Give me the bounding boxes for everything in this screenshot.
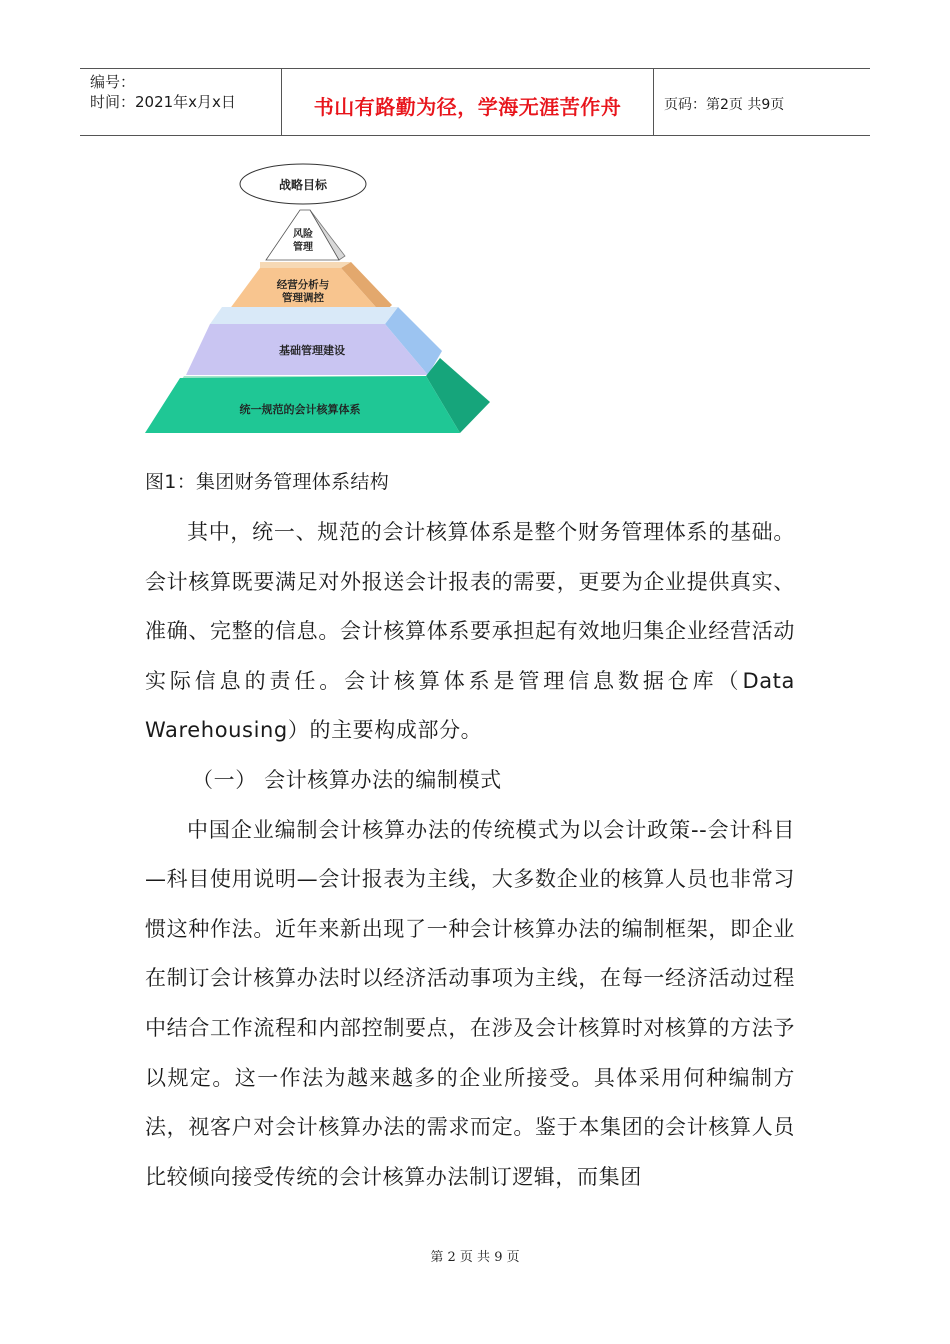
level3-label: 基础管理建设 — [279, 344, 345, 357]
paragraph-2: 中国企业编制会计核算办法的传统模式为以会计政策--会计科目—科目使用说明—会计报表为主线，大多数企业的核算人员也非常习惯这种作法。近年来新出现了一种会计核算办法的编制框架，即企业在制订会计核算办法时以经济活动事项为主线，在每一经济活动过程中结合工作流程和内部控制要点，在涉及会计核算时对核算的方法予以规定。这一作法为越来越多的企业所接受。具体采用何种编制方法，视客户对会计核算办法的需求而定。鉴于本集团的会计核算人员比较倾向接受传统的会计核算办法制订逻辑，而集团 — [145, 817, 795, 1189]
page-footer: 第 2 页 共 9 页 — [430, 1250, 520, 1265]
header-motto-cell — [282, 69, 654, 135]
page-header — [80, 68, 870, 136]
level4-label: 统一规范的会计核算体系 — [239, 403, 361, 416]
page-info: 页码：第2页 共9页 — [664, 97, 785, 113]
level1-label-line2: 管理 — [293, 242, 313, 253]
level1-label-line1: 风险 — [293, 229, 313, 240]
level2-label-line1: 经营分析与 — [276, 279, 330, 291]
level2-label-line2: 管理调控 — [282, 292, 324, 304]
level3-top — [210, 307, 398, 324]
section-heading: （一） 会计核算办法的编制模式 — [192, 767, 502, 792]
number-label: 编号： — [90, 73, 136, 91]
paragraph-1: 其中，统一、规范的会计核算体系是整个财务管理体系的基础。会计核算既要满足对外报送会计报表的需要，更要为企业提供真实、准确、完整的信息。会计核算体系要承担起有效地归集企业经营活动实际信息的责任。会计核算体系是管理信息数据仓库（Data Warehousing）的主要构成部分。 — [145, 520, 795, 743]
pyramid-diagram — [140, 158, 500, 443]
motto-text: 书山有路勤为径，学海无涯苦作舟 — [313, 95, 622, 119]
body-text — [145, 508, 795, 1202]
header-page-cell — [654, 69, 870, 135]
goal-label: 战略目标 — [278, 178, 328, 192]
figure-caption: 图1：集团财务管理体系结构 — [145, 471, 389, 493]
header-info-cell — [80, 69, 282, 135]
level2-top — [260, 262, 351, 268]
time-label: 时间：2021年x月x日 — [90, 93, 236, 111]
